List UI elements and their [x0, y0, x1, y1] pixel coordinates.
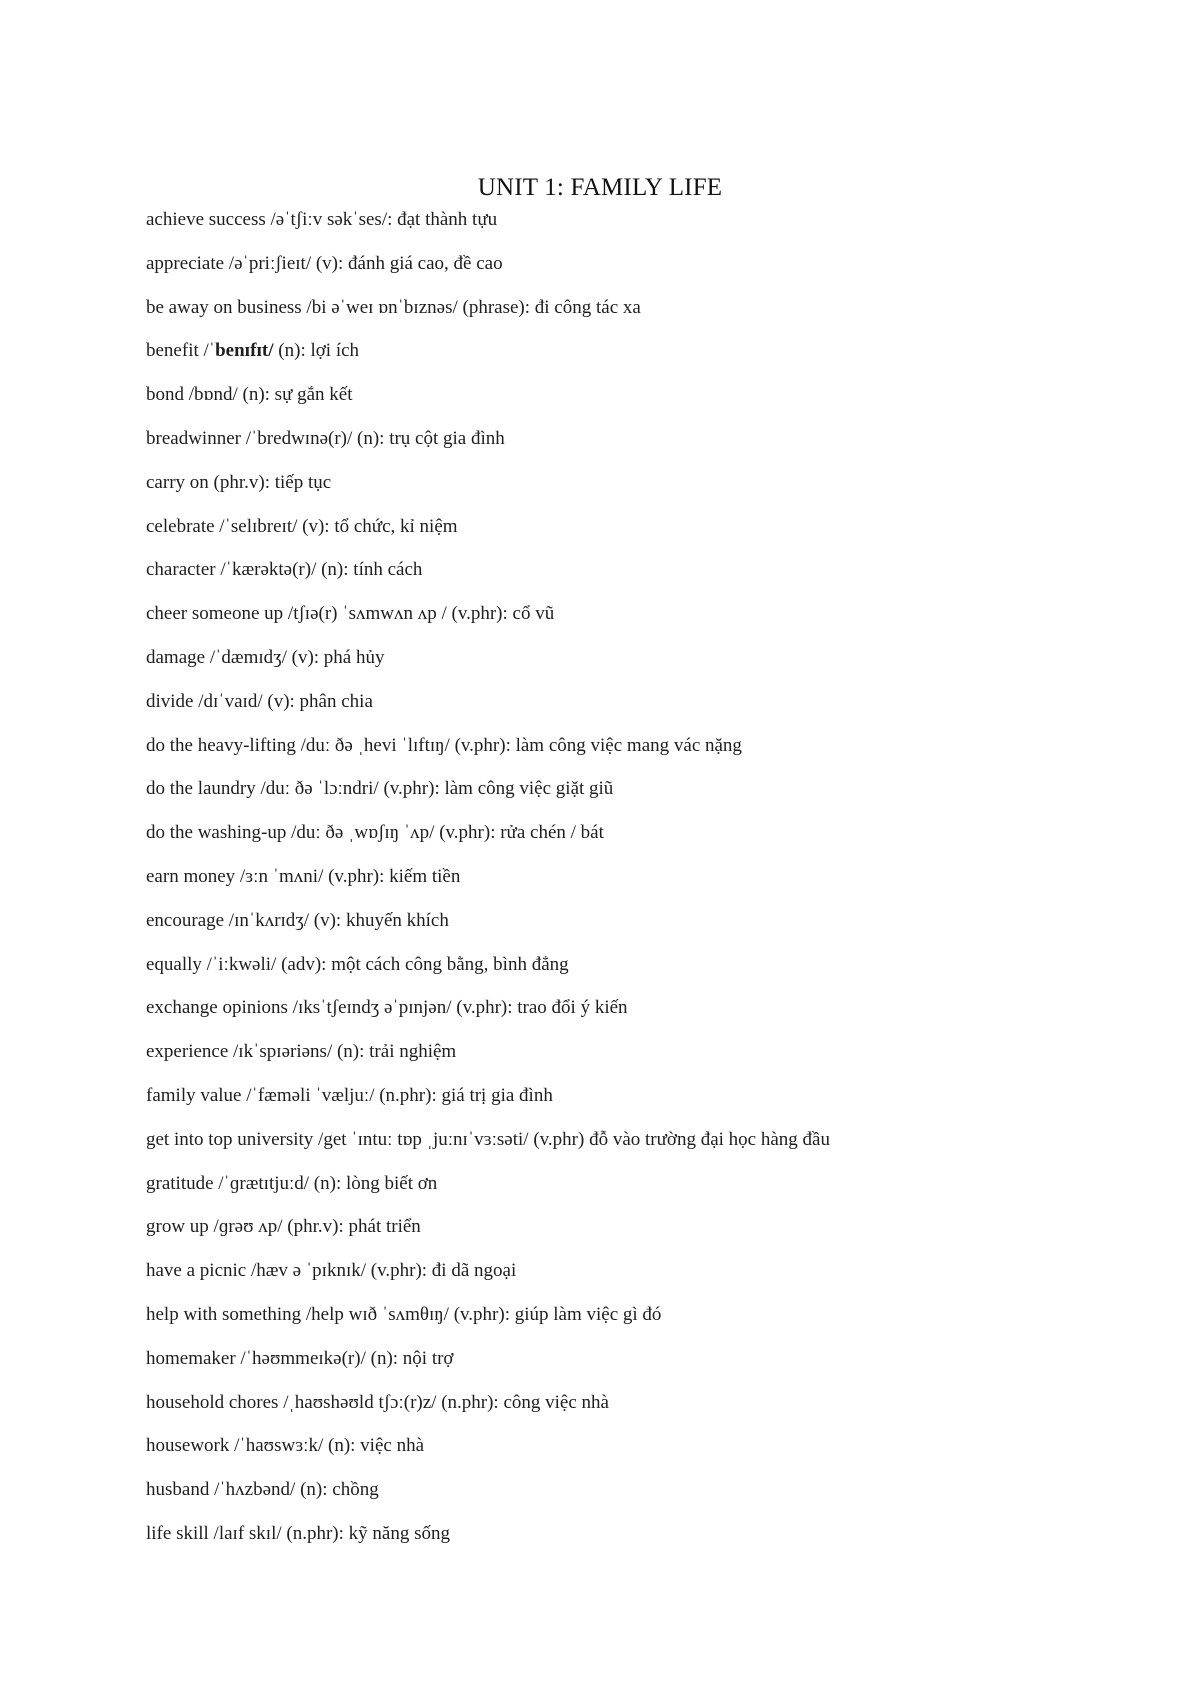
vocabulary-entry: get into top university /get ˈɪntuː tɒp ˌjuːnɪˈvɜːsəti/ (v.phr) đỗ vào trường đại học hàng đầu [146, 1128, 830, 1150]
vocabulary-entry: household chores /ˌhaʊshəʊld tʃɔː(r)z/ (n.phr): công việc nhà [146, 1391, 609, 1413]
vocabulary-entry: achieve success /əˈtʃiːv səkˈses/: đạt thành tựu [146, 209, 498, 230]
vocabulary-entry: grow up /ɡrəʊ ʌp/ (phr.v): phát triển [146, 1216, 421, 1238]
vocabulary-list [146, 205, 1146, 1563]
bold-phonetic: benɪfɪt/ [215, 340, 274, 362]
vocabulary-entry: equally /ˈiːkwəli/ (adv): một cách công bằng, bình đẳng [146, 953, 569, 975]
page-title: UNIT 1: FAMILY LIFE [477, 174, 723, 201]
vocabulary-entry: family value /ˈfæməli ˈvæljuː/ (n.phr): giá trị gia đình [146, 1084, 553, 1106]
vocabulary-entry: benefit /ˈbenɪfɪt/ (n): lợi ích [146, 340, 360, 362]
vocabulary-entry: carry on (phr.v): tiếp tục [146, 471, 332, 493]
vocabulary-entry: do the laundry /duː ðə ˈlɔːndri/ (v.phr): làm công việc giặt giũ [146, 778, 614, 800]
vocabulary-entry: do the washing-up /duː ðə ˌwɒʃɪŋ ˈʌp/ (v.phr): rửa chén / bát [146, 822, 604, 844]
vocabulary-entry: do the heavy-lifting /duː ðə ˌhevi ˈlɪftɪŋ/ (v.phr): làm công việc mang vác nặng [146, 734, 742, 756]
vocabulary-entry: husband /ˈhʌzbənd/ (n): chồng [146, 1479, 379, 1501]
vocabulary-entry: bond /bɒnd/ (n): sự gắn kết [146, 384, 353, 406]
vocabulary-entry: life skill /laɪf skɪl/ (n.phr): kỹ năng sống [146, 1522, 450, 1544]
vocabulary-entry: housework /ˈhaʊswɜːk/ (n): việc nhà [146, 1435, 425, 1457]
vocabulary-entry: be away on business /bi əˈweɪ ɒnˈbɪznəs/ (phrase): đi công tác xa [146, 296, 641, 318]
vocabulary-entry: cheer someone up /tʃɪə(r) ˈsʌmwʌn ʌp / (v.phr): cổ vũ [146, 603, 555, 625]
vocabulary-entry: gratitude /ˈɡrætɪtjuːd/ (n): lòng biết ơn [146, 1172, 438, 1194]
vocabulary-entry: appreciate /əˈpriːʃieɪt/ (v): đánh giá cao, đề cao [146, 252, 503, 274]
vocabulary-entry: encourage /ɪnˈkʌrɪdʒ/ (v): khuyến khích [146, 909, 449, 931]
vocabulary-entry: damage /ˈdæmɪdʒ/ (v): phá hủy [146, 646, 385, 668]
vocabulary-entry: exchange opinions /ɪksˈtʃeɪndʒ əˈpɪnjən/ (v.phr): trao đổi ý kiến [146, 997, 628, 1019]
vocabulary-entry: character /ˈkærəktə(r)/ (n): tính cách [146, 559, 423, 581]
vocabulary-entry: celebrate /ˈselɪbreɪt/ (v): tổ chức, kỉ niệm [146, 515, 458, 537]
vocabulary-entry: help with something /help wɪð ˈsʌmθɪŋ/ (v.phr): giúp làm việc gì đó [146, 1303, 662, 1325]
vocabulary-entry: experience /ɪkˈspɪəriəns/ (n): trải nghiệm [146, 1041, 457, 1063]
vocabulary-entry: earn money /ɜːn ˈmʌni/ (v.phr): kiếm tiền [146, 865, 461, 887]
vocabulary-entry: homemaker /ˈhəʊmmeɪkə(r)/ (n): nội trợ [146, 1347, 454, 1369]
vocabulary-entry: divide /dɪˈvaɪd/ (v): phân chia [146, 690, 373, 712]
vocabulary-entry: have a picnic /hæv ə ˈpɪknɪk/ (v.phr): đi dã ngoại [146, 1260, 517, 1282]
vocabulary-entry: breadwinner /ˈbredwɪnə(r)/ (n): trụ cột gia đình [146, 427, 505, 449]
